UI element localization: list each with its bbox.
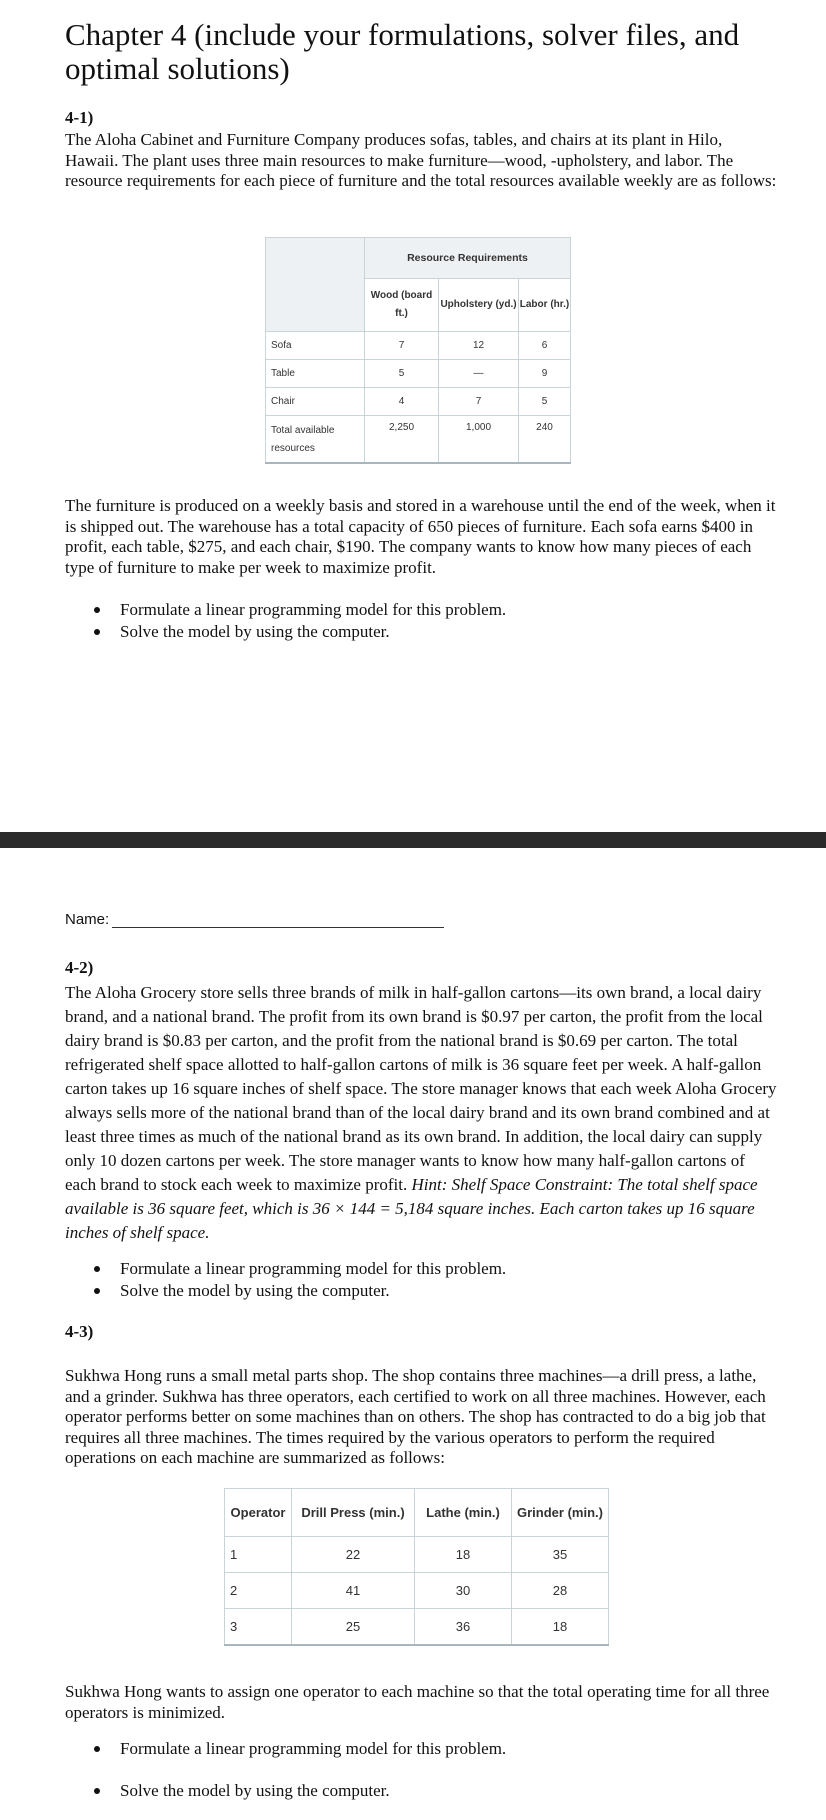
problem-4-1-number: 4-1) bbox=[65, 108, 94, 127]
table-cell: 6 bbox=[519, 332, 571, 360]
table-cell: 9 bbox=[519, 360, 571, 388]
table-cell: 22 bbox=[292, 1537, 415, 1573]
name-input-line[interactable] bbox=[112, 927, 444, 928]
table-cell: — bbox=[439, 360, 519, 388]
resource-requirements-table bbox=[265, 237, 571, 464]
table-cell: 1 bbox=[225, 1537, 292, 1573]
table-cell: 18 bbox=[415, 1537, 512, 1573]
problem-4-3-number: 4-3) bbox=[65, 1322, 94, 1341]
table-row bbox=[225, 1537, 609, 1573]
table-row bbox=[225, 1573, 609, 1609]
page-bottom bbox=[0, 848, 826, 1820]
column-header-labor: Labor (hr.) bbox=[519, 279, 571, 332]
row-label-total: Total available resources bbox=[266, 416, 365, 464]
table-cell: 4 bbox=[365, 388, 439, 416]
table-cell: 35 bbox=[512, 1537, 609, 1573]
table-cell: 41 bbox=[292, 1573, 415, 1609]
page-top bbox=[0, 0, 826, 832]
list-item: Formulate a linear programming model for this problem. bbox=[94, 1258, 506, 1280]
list-item: Solve the model by using the computer. bbox=[94, 621, 506, 643]
problem-4-2-body bbox=[65, 981, 777, 1245]
column-header-upholstery: Upholstery (yd.) bbox=[439, 279, 519, 332]
list-item: Solve the model by using the computer. bbox=[94, 1780, 506, 1802]
column-header-drill-press: Drill Press (min.) bbox=[292, 1489, 415, 1537]
problem-4-1-body: The furniture is produced on a weekly basis and stored in a warehouse until the end of the week, when it is shipped out. The warehouse has a total capacity of 650 pieces of furniture. Each sofa earns $400 in profit, each table, $275, and each chair, $190. The company wants to know how many pieces of each type of furniture to make per week to maximize profit. bbox=[65, 496, 776, 577]
problem-4-1-intro: The Aloha Cabinet and Furniture Company produces sofas, tables, and chairs at its plant in Hilo, Hawaii. The plant uses three main resources to make furniture—wood, -upholstery, and labor. The resource requirements for each piece of furniture and the total resources available weekly are as follows: bbox=[65, 130, 777, 190]
table-cell: 1,000 bbox=[439, 416, 519, 464]
list-item: Solve the model by using the computer. bbox=[94, 1280, 506, 1302]
operator-times-table bbox=[224, 1488, 609, 1646]
problem-4-2-task-list bbox=[94, 1258, 506, 1302]
table-cell: 5 bbox=[365, 360, 439, 388]
column-header-grinder: Grinder (min.) bbox=[512, 1489, 609, 1537]
problem-4-2-number: 4-2) bbox=[65, 958, 94, 977]
table-cell: 18 bbox=[512, 1609, 609, 1646]
table-cell: 240 bbox=[519, 416, 571, 464]
name-label: Name: bbox=[65, 911, 110, 928]
table-row bbox=[266, 332, 571, 360]
problem-4-2-hint: Hint: Shelf Space Constraint: The total shelf space available is 36 square feet, which is 36 × 144 = 5,184 square inches. Each carton takes up 16 square inches of shelf space. bbox=[65, 1175, 758, 1242]
problem-4-1-task-list bbox=[94, 599, 506, 643]
row-label-sofa: Sofa bbox=[266, 332, 365, 360]
row-label-chair: Chair bbox=[266, 388, 365, 416]
table-cell: 2 bbox=[225, 1573, 292, 1609]
chapter-title: Chapter 4 (include your formulations, solver files, and optimal solutions) bbox=[65, 17, 740, 86]
list-item: Formulate a linear programming model for this problem. bbox=[94, 599, 506, 621]
column-header-lathe: Lathe (min.) bbox=[415, 1489, 512, 1537]
table-cell: 5 bbox=[519, 388, 571, 416]
problem-4-2-text: The Aloha Grocery store sells three brands of milk in half-gallon cartons—its own brand, a local dairy brand, and a national brand. The profit from its own brand is $0.97 per carton, the profit from the local dairy brand is $0.83 per carton, and the profit from the national brand is $0.69 per carton. The total refrigerated shelf space allotted to half-gallon cartons of milk is 36 square feet per week. A half-gallon carton takes up 16 square inches of shelf space. The store manager knows that each week Aloha Grocery always sells more of the national brand than of the local dairy brand and its own brand combined and at least three times as much of the national brand as its own brand. In addition, the local dairy can supply only 10 dozen cartons per week. The store manager wants to know how many half-gallon cartons of each brand to stock each week to maximize profit. bbox=[65, 983, 777, 1194]
table-row bbox=[266, 416, 571, 464]
table-row bbox=[266, 388, 571, 416]
problem-4-3-intro: Sukhwa Hong runs a small metal parts shop. The shop contains three machines—a drill press, a lathe, and a grinder. Sukhwa has three operators, each certified to work on all three machines. However, each operator performs better on some machines than on others. The shop has contracted to do a big job that requires all three machines. The times required by the various operators to perform the required operations on each machine are summarized as follows: bbox=[65, 1366, 766, 1467]
resource-requirements-header: Resource Requirements bbox=[365, 238, 571, 279]
table-cell: 2,250 bbox=[365, 416, 439, 464]
table-cell: 7 bbox=[365, 332, 439, 360]
column-header-operator: Operator bbox=[225, 1489, 292, 1537]
problem-4-3-body: Sukhwa Hong wants to assign one operator to each machine so that the total operating time for all three operators is minimized. bbox=[65, 1682, 770, 1722]
column-header-wood: Wood (board ft.) bbox=[365, 279, 439, 332]
table-cell: 36 bbox=[415, 1609, 512, 1646]
table-cell: 12 bbox=[439, 332, 519, 360]
table-row bbox=[266, 360, 571, 388]
table-row bbox=[225, 1609, 609, 1646]
table-cell: 7 bbox=[439, 388, 519, 416]
table-corner-cell bbox=[266, 238, 365, 332]
table-cell: 28 bbox=[512, 1573, 609, 1609]
problem-4-3-task-list bbox=[94, 1738, 506, 1802]
row-label-table: Table bbox=[266, 360, 365, 388]
list-item: Formulate a linear programming model for this problem. bbox=[94, 1738, 506, 1760]
table-cell: 25 bbox=[292, 1609, 415, 1646]
table-cell: 3 bbox=[225, 1609, 292, 1646]
page-divider bbox=[0, 832, 826, 848]
table-cell: 30 bbox=[415, 1573, 512, 1609]
